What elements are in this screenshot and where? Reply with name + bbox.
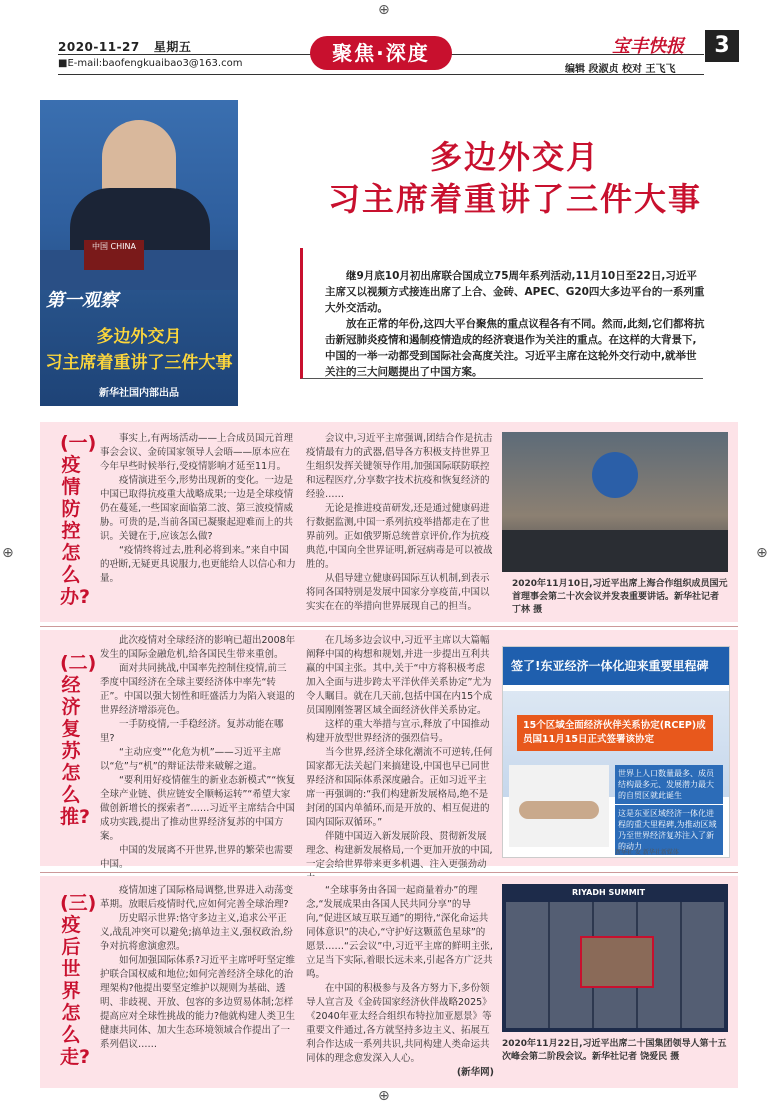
paragraph: 疫情加速了国际格局调整,世界进入动荡变革期。放眼后疫情时代,应如何完善全球治理? bbox=[100, 885, 294, 910]
photo-desk bbox=[502, 530, 728, 572]
hero-title-line2: 习主席着重讲了三件大事 bbox=[45, 353, 233, 373]
section-2-heading: (二)经济复苏怎么推? bbox=[60, 652, 97, 828]
paragraph: 历史昭示世界:恪守多边主义,追求公平正义,战乱冲突可以避免;搞单边主义,强权政治,纷争对抗将愈演愈烈。 bbox=[100, 913, 293, 952]
section-tag: 聚焦·深度 bbox=[310, 36, 452, 70]
infographic-box2: 这是东亚区域经济一体化进程的重大里程碑,为推动区域乃至世界经济复苏注入了新的动力 bbox=[615, 805, 723, 855]
hero-image bbox=[40, 100, 238, 406]
paragraph: 这样的重大举措与宣示,释放了中国推动构建开放型世界经济的强烈信号。 bbox=[306, 719, 490, 744]
registration-mark-bottom: ⊕ bbox=[378, 1088, 390, 1104]
section-2-col1 bbox=[100, 634, 296, 872]
handshake-image bbox=[509, 765, 609, 847]
paragraph: 面对共同挑战,中国率先控制住疫情,前三季度中国经济在全球主要经济体中率先“转正”。中国以强大韧性和旺盛活力为陷入衰退的世界经济增添亮色。 bbox=[100, 663, 295, 716]
section-3-heading: (三)疫后世界怎么走? bbox=[60, 892, 97, 1068]
paragraph: 当今世界,经济全球化潮流不可逆转,任何国家都无法关起门来搞建设,中国也早已同世界经济和国际体系深度融合。正如习近平主席一再强调的:“我们构建新发展格局,绝不是封闭的国内单循环,而是开放的、相互促进的国内国际双循环。” bbox=[306, 747, 493, 828]
headline-line1: 多边外交月 bbox=[429, 138, 600, 176]
header-date: 2020-11-27 bbox=[58, 40, 140, 54]
intro-paragraph: 继9月底10月初出席联合国成立75周年系列活动,11月10日至22日,习近平主席又以视频方式接连出席了上合、金砖、APEC、G20四大多边平台的一系列重大外交活动。 bbox=[325, 270, 705, 314]
registration-mark-right: ⊕ bbox=[756, 545, 768, 561]
hero-title-line1: 多边外交月 bbox=[96, 327, 182, 347]
section-divider bbox=[40, 626, 738, 627]
intro-text bbox=[325, 268, 705, 380]
intro-paragraph: 放在正常的年份,这四大平台聚焦的重点议程各有不同。然而,此刻,它们都将抗击新冠肺炎疫情和遏制疫情造成的经济衰退作为关注的重点。在这样的大背景下,中国的一举一动都受到国际社会高度关注。习近平主席在这轮外交行动中,就举世关注的三大问题提出了中国方案。 bbox=[325, 318, 705, 378]
paragraph: “主动应变”“化危为机”——习近平主席以“危”与“机”的辩证法带来破解之道。 bbox=[100, 747, 282, 772]
infographic-box1: 世界上人口数量最多、成员结构最多元、发展潜力最大的自贸区就此诞生 bbox=[615, 765, 723, 804]
hero-badge: 第一观察 bbox=[46, 290, 118, 311]
paragraph: “全球事务由各国一起商量着办”的理念,“发展成果由各国人民共同分享”的导向,“促进区域互联互通”的期待,“深化命运共同体意识”的决心,“守护好这颗蓝色星球”的愿景……“云会议”中,习近平主席的鲜明主张,立足当下实际,着眼长远未来,引起各方广泛共鸣。 bbox=[306, 885, 493, 980]
brand-logo: 宝丰快报 bbox=[612, 36, 684, 57]
header-email: ■E-mail:baofengkuaibao3@163.com bbox=[58, 58, 243, 69]
section-1-col2 bbox=[306, 432, 494, 614]
paragraph: 会议中,习近平主席强调,团结合作是抗击疫情最有力的武器,倡导各方积极支持世界卫生组织发挥关键领导作用,加强国际联防联控和远程医疗,分享数字技术抗疫和恢复经济的经验…… bbox=[306, 433, 493, 500]
paragraph: “要利用好疫情催生的新业态新模式”“恢复全球产业链、供应链安全顺畅运转”“希望大家做创新增长的探索者”……习近平主席结合中国成功实践,提出了推动世界经济复苏的中国方案。 bbox=[100, 775, 296, 842]
paragraph: “疫情终将过去,胜利必将到来。”来自中国的판断,无疑更具说服力,也更能给人以信心和力量。 bbox=[100, 545, 296, 584]
section-3-photo bbox=[502, 884, 728, 1032]
rcep-infographic bbox=[502, 646, 730, 858]
paragraph: 在中国的积极参与及各方努力下,多份领导人宣言及《金砖国家经济伙伴战略2025》《2040年亚太经合组织布特拉加亚愿景》等重要文件通过,各方就坚持多边主义、拓展互利合作达成一系列共识,共同构建人类命运共同体的理念愈发深入人心。 bbox=[306, 983, 492, 1064]
paragraph: 在几场多边会议中,习近平主席以大篇幅阐释中国的构想和规划,并进一步提出互利共赢的中国主张。其中,关于“中方将积极考虑加入全面与进步跨太平洋伙伴关系协定”尤为令人瞩目。就在几天前,包括中国在内15个成员国刚刚签署区域全面经济伙伴关系协定。 bbox=[306, 635, 493, 716]
hero-credit: 新华社国内部出品 bbox=[99, 388, 179, 399]
registration-mark-left: ⊕ bbox=[2, 545, 14, 561]
paragraph: 从倡导建立健康码国际互认机制,到表示将同各国特别是发展中国家分享疫苗,中国以实实在在的举措向世界展现自己的担当。 bbox=[306, 573, 490, 612]
paragraph: 无论是推进疫苗研发,还是通过健康码进行数据监测,中国一系列抗疫举措都走在了世界前列。正如俄罗斯总统普京评价,作为抗疫典范,中国向全世界证明,新冠病毒是可以被战胜的。 bbox=[306, 503, 493, 570]
center-video-tile bbox=[580, 936, 654, 988]
section-3-caption: 2020年11月22日,习近平出席二十国集团领导人第十五次峰会第二阶段会议。新华社记者 饶爱民 摄 bbox=[502, 1039, 727, 1062]
photo-label: RIYADH SUMMIT bbox=[572, 888, 646, 897]
registration-mark-top: ⊕ bbox=[378, 2, 390, 18]
page-number: 3 bbox=[705, 30, 739, 62]
infographic-footer: 新华社 发 新华社新媒体 bbox=[615, 849, 679, 856]
paragraph: 一手防疫情,一手稳经济。复苏动能在哪里? bbox=[100, 719, 284, 744]
headline-line2: 习主席着重讲了三件大事 bbox=[327, 180, 702, 218]
emblem-icon bbox=[592, 452, 638, 498]
section-1-photo bbox=[502, 432, 728, 572]
section-1-caption: 2020年11月10日,习近平出席上海合作组织成员国元首理事会第二十次会议并发表重要讲话。新华社记者 丁林 摄 bbox=[512, 579, 728, 615]
section-3-col2 bbox=[306, 884, 494, 1080]
section-3-col1 bbox=[100, 884, 296, 1052]
infographic-headline: 签了!东亚经济一体化迎来重要里程碑 bbox=[503, 647, 730, 685]
paragraph: 中国的发展离不开世界,世界的繁荣也需要中国。 bbox=[100, 845, 294, 870]
header-date-line bbox=[58, 38, 191, 55]
section-1-col1 bbox=[100, 432, 296, 586]
section-2-col2 bbox=[306, 634, 494, 886]
paragraph: 此次疫情对全球经济的影响已超出2008年发生的国际金融危机,给各国民生带来重创。 bbox=[100, 635, 296, 660]
header-weekday: 星期五 bbox=[153, 40, 192, 54]
byline: (新华网) bbox=[456, 1067, 494, 1078]
paragraph: 伴随中国迈入新发展阶段、贯彻新发展理念、构建新发展格局,一个更加开放的中国,一定会给世界带来更多机遇、注入更强劲动 bbox=[306, 831, 493, 870]
handshake-icon bbox=[519, 801, 599, 819]
section-divider bbox=[40, 872, 738, 873]
paragraph: 如何加强国际体系?习近平主席呼吁坚定维护联合国权威和地位;如何完善经济全球化的治理架构?他提出要坚定维护以规则为基础、透明、非歧视、开放、包容的多边贸易体制;怎样提高应对全球性挑战的能力?他就构建人类卫生健康共同体、加大生态环境领域合作提出了一系列倡议…… bbox=[100, 955, 296, 1050]
infographic-banner: 15个区域全面经济伙伴关系协定(RCEP)成员国11月15日正式签署该协定 bbox=[517, 715, 713, 751]
editors-line: 编辑 段淑贞 校对 王飞飞 bbox=[565, 64, 676, 75]
paragraph: 疫情演进至今,形势出现新的变化。一边是中国已取得抗疫重大战略成果;一边是全球疫情仍在蔓延,一些国家面临第二波、第三波疫情威胁。可贵的是,当前各国已凝聚起迎难而上的共识。关键在于,应该怎么做? bbox=[100, 475, 294, 542]
paragraph: 事实上,有两场活动——上合成员国元首理事会会议、金砖国家领导人会晤——原本应在今年早些时候举行,受疫情影响才延至11月。 bbox=[100, 433, 294, 472]
hero-nameplate: 中国 CHINA bbox=[84, 240, 144, 270]
section-1-heading: (一)疫情防控怎么办? bbox=[60, 432, 97, 608]
